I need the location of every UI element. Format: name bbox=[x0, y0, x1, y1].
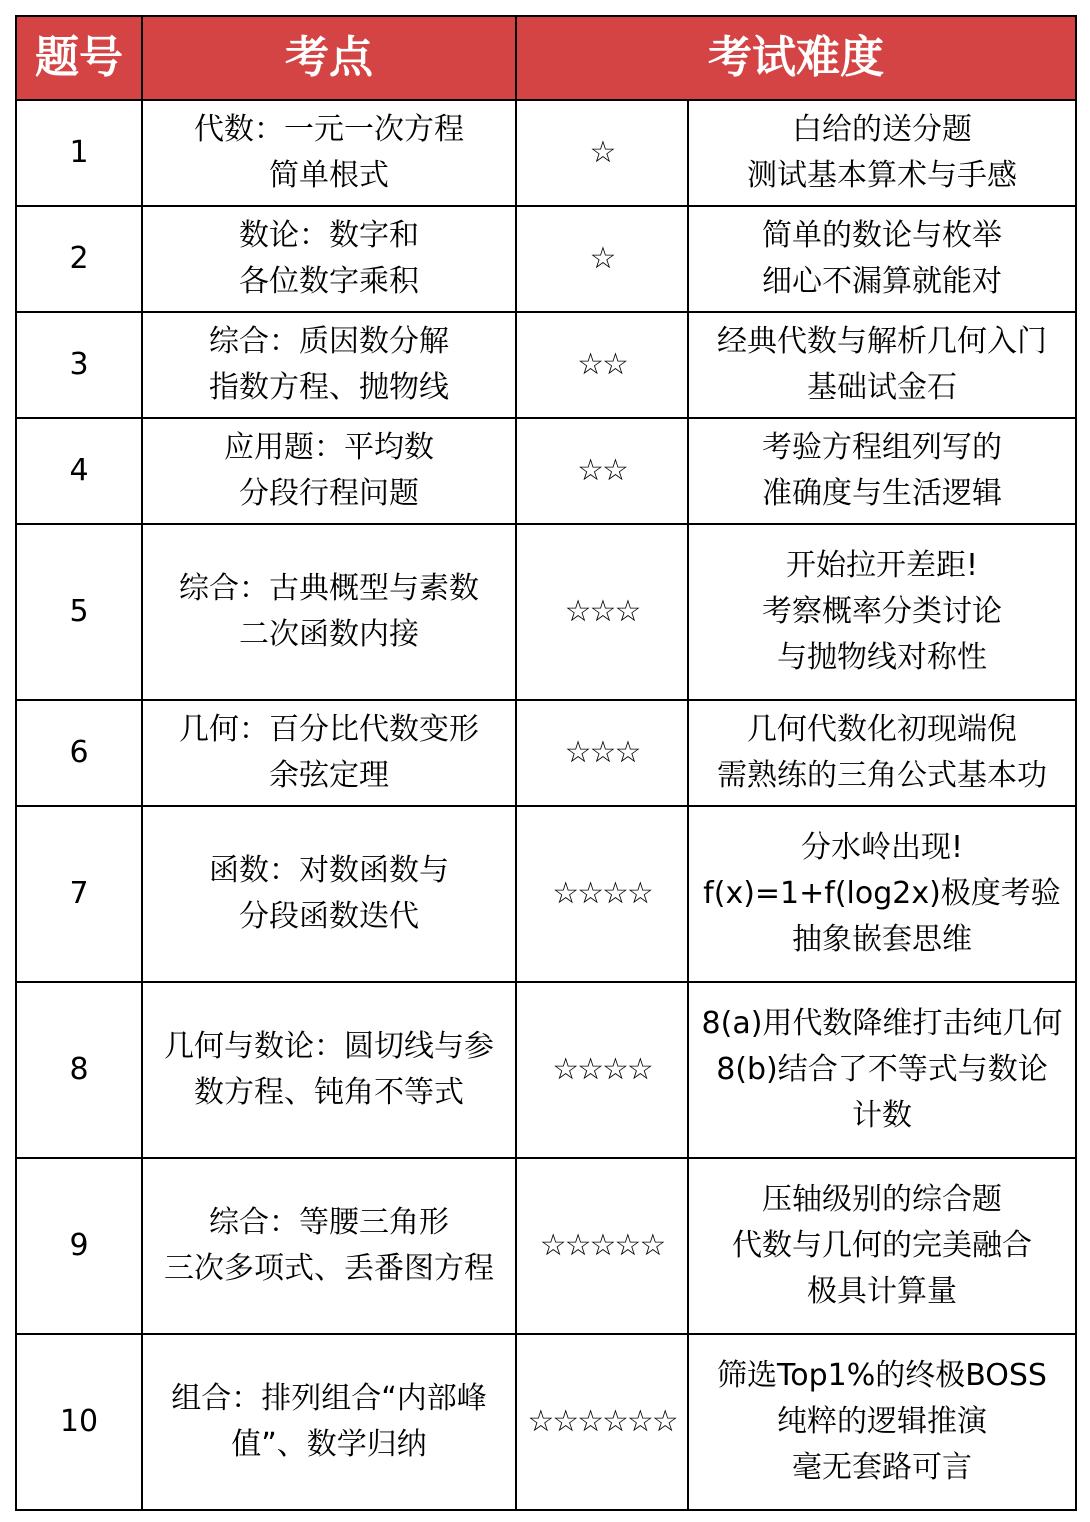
description-line: f(x)=1+f(log2x)极度考验 bbox=[703, 876, 1061, 911]
difficulty-description bbox=[688, 982, 1076, 1158]
description-line: 8(a)用代数降维打击纯几何 bbox=[701, 1006, 1063, 1041]
description-line: 极具计算量 bbox=[807, 1274, 957, 1309]
table-row bbox=[16, 1334, 1076, 1510]
topic-line: 综合：古典概型与素数 bbox=[179, 571, 479, 606]
question-number: 9 bbox=[16, 1158, 142, 1334]
question-number: 2 bbox=[16, 206, 142, 312]
description-line: 测试基本算术与手感 bbox=[747, 158, 1017, 193]
description-line: 白给的送分题 bbox=[792, 112, 972, 147]
question-number: 3 bbox=[16, 312, 142, 418]
topic-line: 组合：排列组合“内部峰 bbox=[171, 1381, 487, 1416]
difficulty-stars: ☆☆ bbox=[516, 418, 688, 524]
description-line: 基础试金石 bbox=[807, 370, 957, 405]
topic-line: 应用题：平均数 bbox=[224, 430, 434, 465]
topic-line: 二次函数内接 bbox=[239, 617, 419, 652]
difficulty-stars: ☆☆ bbox=[516, 312, 688, 418]
difficulty-stars: ☆ bbox=[516, 206, 688, 312]
topic-cell bbox=[142, 1334, 516, 1510]
table-row bbox=[16, 524, 1076, 700]
exam-difficulty-table bbox=[15, 15, 1077, 1511]
difficulty-description bbox=[688, 206, 1076, 312]
table-row bbox=[16, 1158, 1076, 1334]
description-line: 筛选Top1%的终极BOSS bbox=[717, 1358, 1047, 1393]
topic-cell bbox=[142, 806, 516, 982]
header-number: 题号 bbox=[16, 16, 142, 100]
topic-line: 数方程、钝角不等式 bbox=[194, 1075, 464, 1110]
description-line: 几何代数化初现端倪 bbox=[747, 712, 1017, 747]
description-line: 毫无套路可言 bbox=[792, 1450, 972, 1485]
difficulty-description bbox=[688, 806, 1076, 982]
description-line: 考察概率分类讨论 bbox=[762, 594, 1002, 629]
difficulty-stars: ☆☆☆☆ bbox=[516, 806, 688, 982]
difficulty-stars: ☆ bbox=[516, 100, 688, 206]
description-line: 与抛物线对称性 bbox=[777, 640, 987, 675]
description-line: 开始拉开差距! bbox=[785, 548, 979, 583]
description-line: 抽象嵌套思维 bbox=[792, 922, 972, 957]
header-topic: 考点 bbox=[142, 16, 516, 100]
topic-cell bbox=[142, 418, 516, 524]
question-number: 7 bbox=[16, 806, 142, 982]
question-number: 1 bbox=[16, 100, 142, 206]
question-number: 6 bbox=[16, 700, 142, 806]
topic-cell bbox=[142, 100, 516, 206]
table-row bbox=[16, 312, 1076, 418]
description-line: 考验方程组列写的 bbox=[762, 430, 1002, 465]
table-row bbox=[16, 418, 1076, 524]
difficulty-stars: ☆☆☆☆☆☆ bbox=[516, 1334, 688, 1510]
table-row bbox=[16, 806, 1076, 982]
table-row bbox=[16, 100, 1076, 206]
description-line: 细心不漏算就能对 bbox=[762, 264, 1002, 299]
topic-line: 综合：质因数分解 bbox=[209, 324, 449, 359]
difficulty-description bbox=[688, 1334, 1076, 1510]
topic-line: 分段函数迭代 bbox=[239, 899, 419, 934]
description-line: 纯粹的逻辑推演 bbox=[777, 1404, 987, 1439]
description-line: 准确度与生活逻辑 bbox=[762, 476, 1002, 511]
header-difficulty: 考试难度 bbox=[516, 16, 1076, 100]
topic-line: 余弦定理 bbox=[269, 758, 389, 793]
table-row bbox=[16, 982, 1076, 1158]
description-line: 代数与几何的完美融合 bbox=[732, 1228, 1032, 1263]
table-header bbox=[16, 16, 1076, 100]
topic-line: 简单根式 bbox=[269, 158, 389, 193]
topic-cell bbox=[142, 1158, 516, 1334]
description-line: 压轴级别的综合题 bbox=[762, 1182, 1002, 1217]
topic-cell bbox=[142, 982, 516, 1158]
description-line: 分水岭出现! bbox=[800, 830, 964, 865]
topic-line: 三次多项式、丢番图方程 bbox=[164, 1251, 494, 1286]
description-line: 经典代数与解析几何入门 bbox=[717, 324, 1047, 359]
topic-line: 值”、数学归纳 bbox=[231, 1427, 427, 1462]
question-number: 10 bbox=[16, 1334, 142, 1510]
difficulty-stars: ☆☆☆ bbox=[516, 524, 688, 700]
topic-line: 各位数字乘积 bbox=[239, 264, 419, 299]
difficulty-stars: ☆☆☆ bbox=[516, 700, 688, 806]
table-row bbox=[16, 700, 1076, 806]
topic-line: 函数：对数函数与 bbox=[209, 853, 449, 888]
description-line: 8(b)结合了不等式与数论 bbox=[716, 1052, 1048, 1087]
description-line: 简单的数论与枚举 bbox=[762, 218, 1002, 253]
difficulty-description bbox=[688, 100, 1076, 206]
difficulty-description bbox=[688, 312, 1076, 418]
question-number: 4 bbox=[16, 418, 142, 524]
topic-line: 综合：等腰三角形 bbox=[209, 1205, 449, 1240]
difficulty-description bbox=[688, 418, 1076, 524]
topic-cell bbox=[142, 206, 516, 312]
difficulty-description bbox=[688, 700, 1076, 806]
description-line: 计数 bbox=[852, 1098, 912, 1133]
topic-cell bbox=[142, 524, 516, 700]
table-body bbox=[16, 100, 1076, 1510]
difficulty-description bbox=[688, 524, 1076, 700]
topic-line: 几何：百分比代数变形 bbox=[179, 712, 479, 747]
description-line: 需熟练的三角公式基本功 bbox=[717, 758, 1047, 793]
difficulty-stars: ☆☆☆☆ bbox=[516, 982, 688, 1158]
topic-line: 几何与数论：圆切线与参 bbox=[164, 1029, 494, 1064]
topic-line: 数论：数字和 bbox=[239, 218, 419, 253]
topic-cell bbox=[142, 700, 516, 806]
difficulty-description bbox=[688, 1158, 1076, 1334]
table-row bbox=[16, 206, 1076, 312]
topic-line: 分段行程问题 bbox=[239, 476, 419, 511]
difficulty-stars: ☆☆☆☆☆ bbox=[516, 1158, 688, 1334]
question-number: 8 bbox=[16, 982, 142, 1158]
topic-line: 代数：一元一次方程 bbox=[194, 112, 464, 147]
topic-line: 指数方程、抛物线 bbox=[209, 370, 449, 405]
question-number: 5 bbox=[16, 524, 142, 700]
topic-cell bbox=[142, 312, 516, 418]
